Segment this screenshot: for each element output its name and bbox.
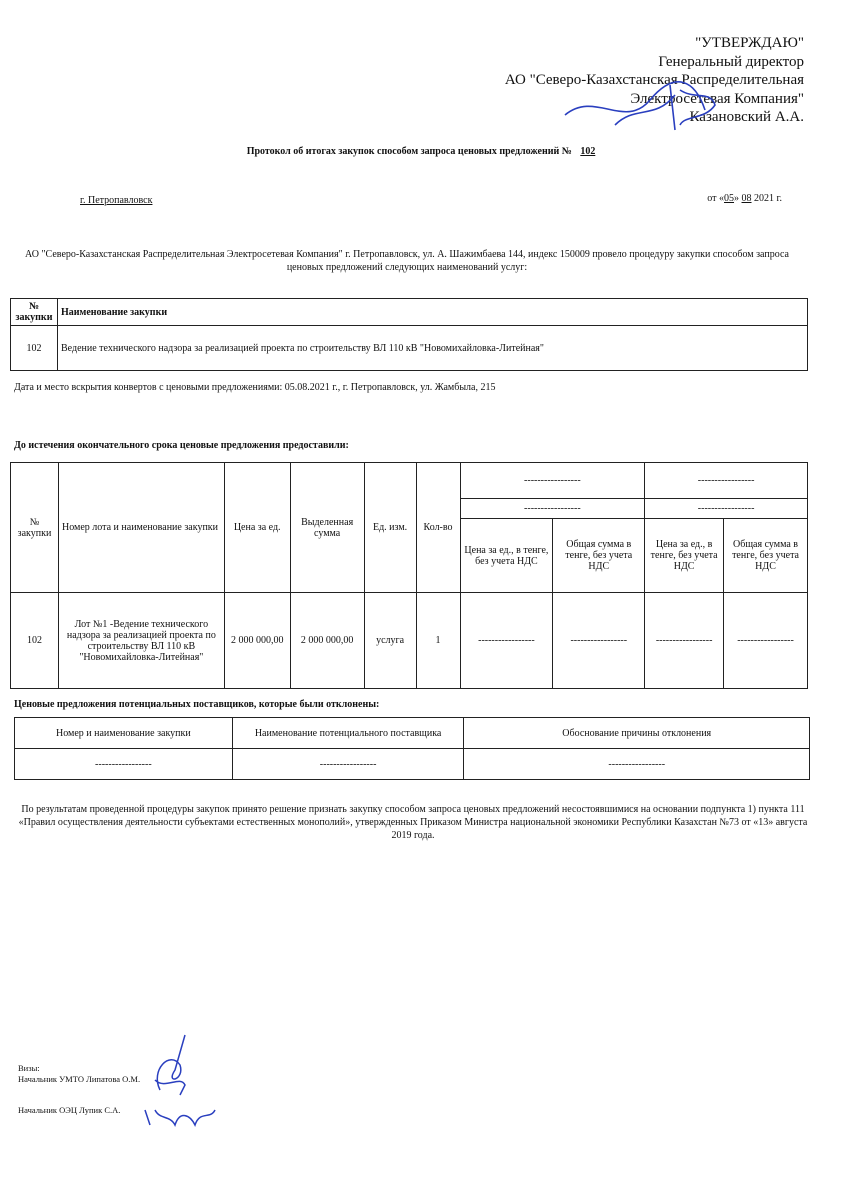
- visas-label: Визы:: [18, 1063, 40, 1073]
- director-signature: [555, 70, 725, 140]
- date-prefix: от «: [707, 193, 725, 204]
- visa-line-oec: Начальник ОЭЦ Лупик С.А.: [18, 1105, 121, 1115]
- table-row: [11, 326, 808, 371]
- cell-procurement-no: 102: [11, 326, 58, 371]
- document-title: [0, 146, 848, 157]
- date-mid: »: [734, 193, 740, 204]
- title-text: Протокол об итогах закупок способом запроса ценовых предложений: [246, 146, 560, 157]
- header-s1-total: Общая сумма в тенге, без учета НДС: [553, 519, 645, 593]
- cell-price: 2 000 000,00: [224, 593, 290, 689]
- visa-line-umto: Начальник УМТО Липатова О.М.: [18, 1074, 141, 1084]
- header-supplier-1: -----------------: [460, 463, 645, 499]
- header-s1-unit-price: Цена за ед., в тенге, без учета НДС: [460, 519, 553, 593]
- rejected-heading: Ценовые предложения потенциальных поставщиков, которые были отклонены:: [14, 699, 380, 710]
- cell-s1-price: -----------------: [460, 593, 553, 689]
- intro-paragraph: АО "Северо-Казахстанская Распределительная Электросетевая Компания" г. Петропавловск, ул. А. Шажимбаева 144, индекс 150009 провело процедуру закупки способом запроса ценовых предложений следующих наименований услуг:: [25, 249, 789, 273]
- header-s2-total: Общая сумма в тенге, без учета НДС: [724, 519, 808, 593]
- header-allocated-sum: Выделенная сумма: [290, 463, 364, 593]
- cell-supplier-name: -----------------: [232, 749, 464, 780]
- table-row: [11, 593, 808, 689]
- table-header-row: [11, 463, 808, 499]
- providers-heading: До истечения окончательного срока ценовые предложения предоставили:: [14, 440, 349, 451]
- document-date: [707, 193, 782, 204]
- approval-position: Генеральный директор: [658, 53, 804, 70]
- cell-unit: услуга: [364, 593, 416, 689]
- header-unit: Ед. изм.: [364, 463, 416, 593]
- cell-quantity: 1: [416, 593, 460, 689]
- approval-signatory: Казановский А.А.: [689, 109, 804, 125]
- cell-procurement: -----------------: [15, 749, 233, 780]
- date-year: 2021 г.: [754, 193, 782, 204]
- header-supplier-2: -----------------: [645, 463, 808, 499]
- visas-block: [18, 1063, 140, 1116]
- cell-sum: 2 000 000,00: [290, 593, 364, 689]
- header-procurement-no: № закупки: [11, 299, 58, 326]
- cell-procurement-name: Ведение технического надзора за реализацией проекта по строительству ВЛ 110 кВ "Новомихайловка-Литейная": [58, 326, 808, 371]
- date-month: 08: [741, 193, 752, 204]
- approval-company-line2: Электросетевая Компания": [630, 90, 804, 107]
- cell-s2-price: -----------------: [645, 593, 724, 689]
- header-unit-price: Цена за ед.: [224, 463, 290, 593]
- visa-signatures: [140, 1030, 230, 1130]
- cell-rejection-reason: -----------------: [464, 749, 810, 780]
- title-number: 102: [580, 146, 596, 157]
- cell-s1-total: -----------------: [553, 593, 645, 689]
- header-quantity: Кол-во: [416, 463, 460, 593]
- header-procurement-no: № закупки: [11, 463, 59, 593]
- decision-paragraph: По результатам проведенной процедуры закупок принято решение признать закупку способом запроса ценовых предложений несостоявшимися на основании подпункта 1) пункта 111 «Правил осуществления деятельности субъектами естественных монополий», утвержденных Приказом Министра национальной экономики Республики Казахстан №73 от «13» августа 2019 года.: [18, 804, 808, 841]
- rejected-table: [14, 717, 810, 780]
- header-procurement-name: Наименование закупки: [58, 299, 808, 326]
- header-supplier-2-sub: -----------------: [645, 499, 808, 519]
- header-supplier-1-sub: -----------------: [460, 499, 645, 519]
- table-header-row: [15, 718, 810, 749]
- header-supplier-name: Наименование потенциального поставщика: [232, 718, 464, 749]
- procurement-table: [10, 298, 808, 371]
- table-row: [15, 749, 810, 780]
- table-header-row: [11, 299, 808, 326]
- header-rejection-reason: Обоснование причины отклонения: [464, 718, 810, 749]
- opening-info: Дата и место вскрытия конвертов с ценовыми предложениями: 05.08.2021 г., г. Петропавловск, ул. Жамбыла, 215: [14, 382, 496, 393]
- approval-heading: "УТВЕРЖДАЮ": [695, 35, 804, 51]
- city: г. Петропавловск: [80, 195, 153, 206]
- header-procurement: Номер и наименование закупки: [15, 718, 233, 749]
- cell-s2-total: -----------------: [724, 593, 808, 689]
- offers-table: [10, 462, 808, 689]
- date-day: 05: [724, 193, 735, 204]
- header-s2-unit-price: Цена за ед., в тенге, без учета НДС: [645, 519, 724, 593]
- title-number-label: №: [561, 146, 572, 157]
- header-lot: Номер лота и наименование закупки: [58, 463, 224, 593]
- approval-company-line1: АО "Северо-Казахстанская Распределительная: [504, 72, 804, 88]
- cell-procurement-no: 102: [11, 593, 59, 689]
- cell-lot: Лот №1 -Ведение технического надзора за реализацией проекта по строительству ВЛ 110 кВ "Новомихайловка-Литейная": [58, 593, 224, 689]
